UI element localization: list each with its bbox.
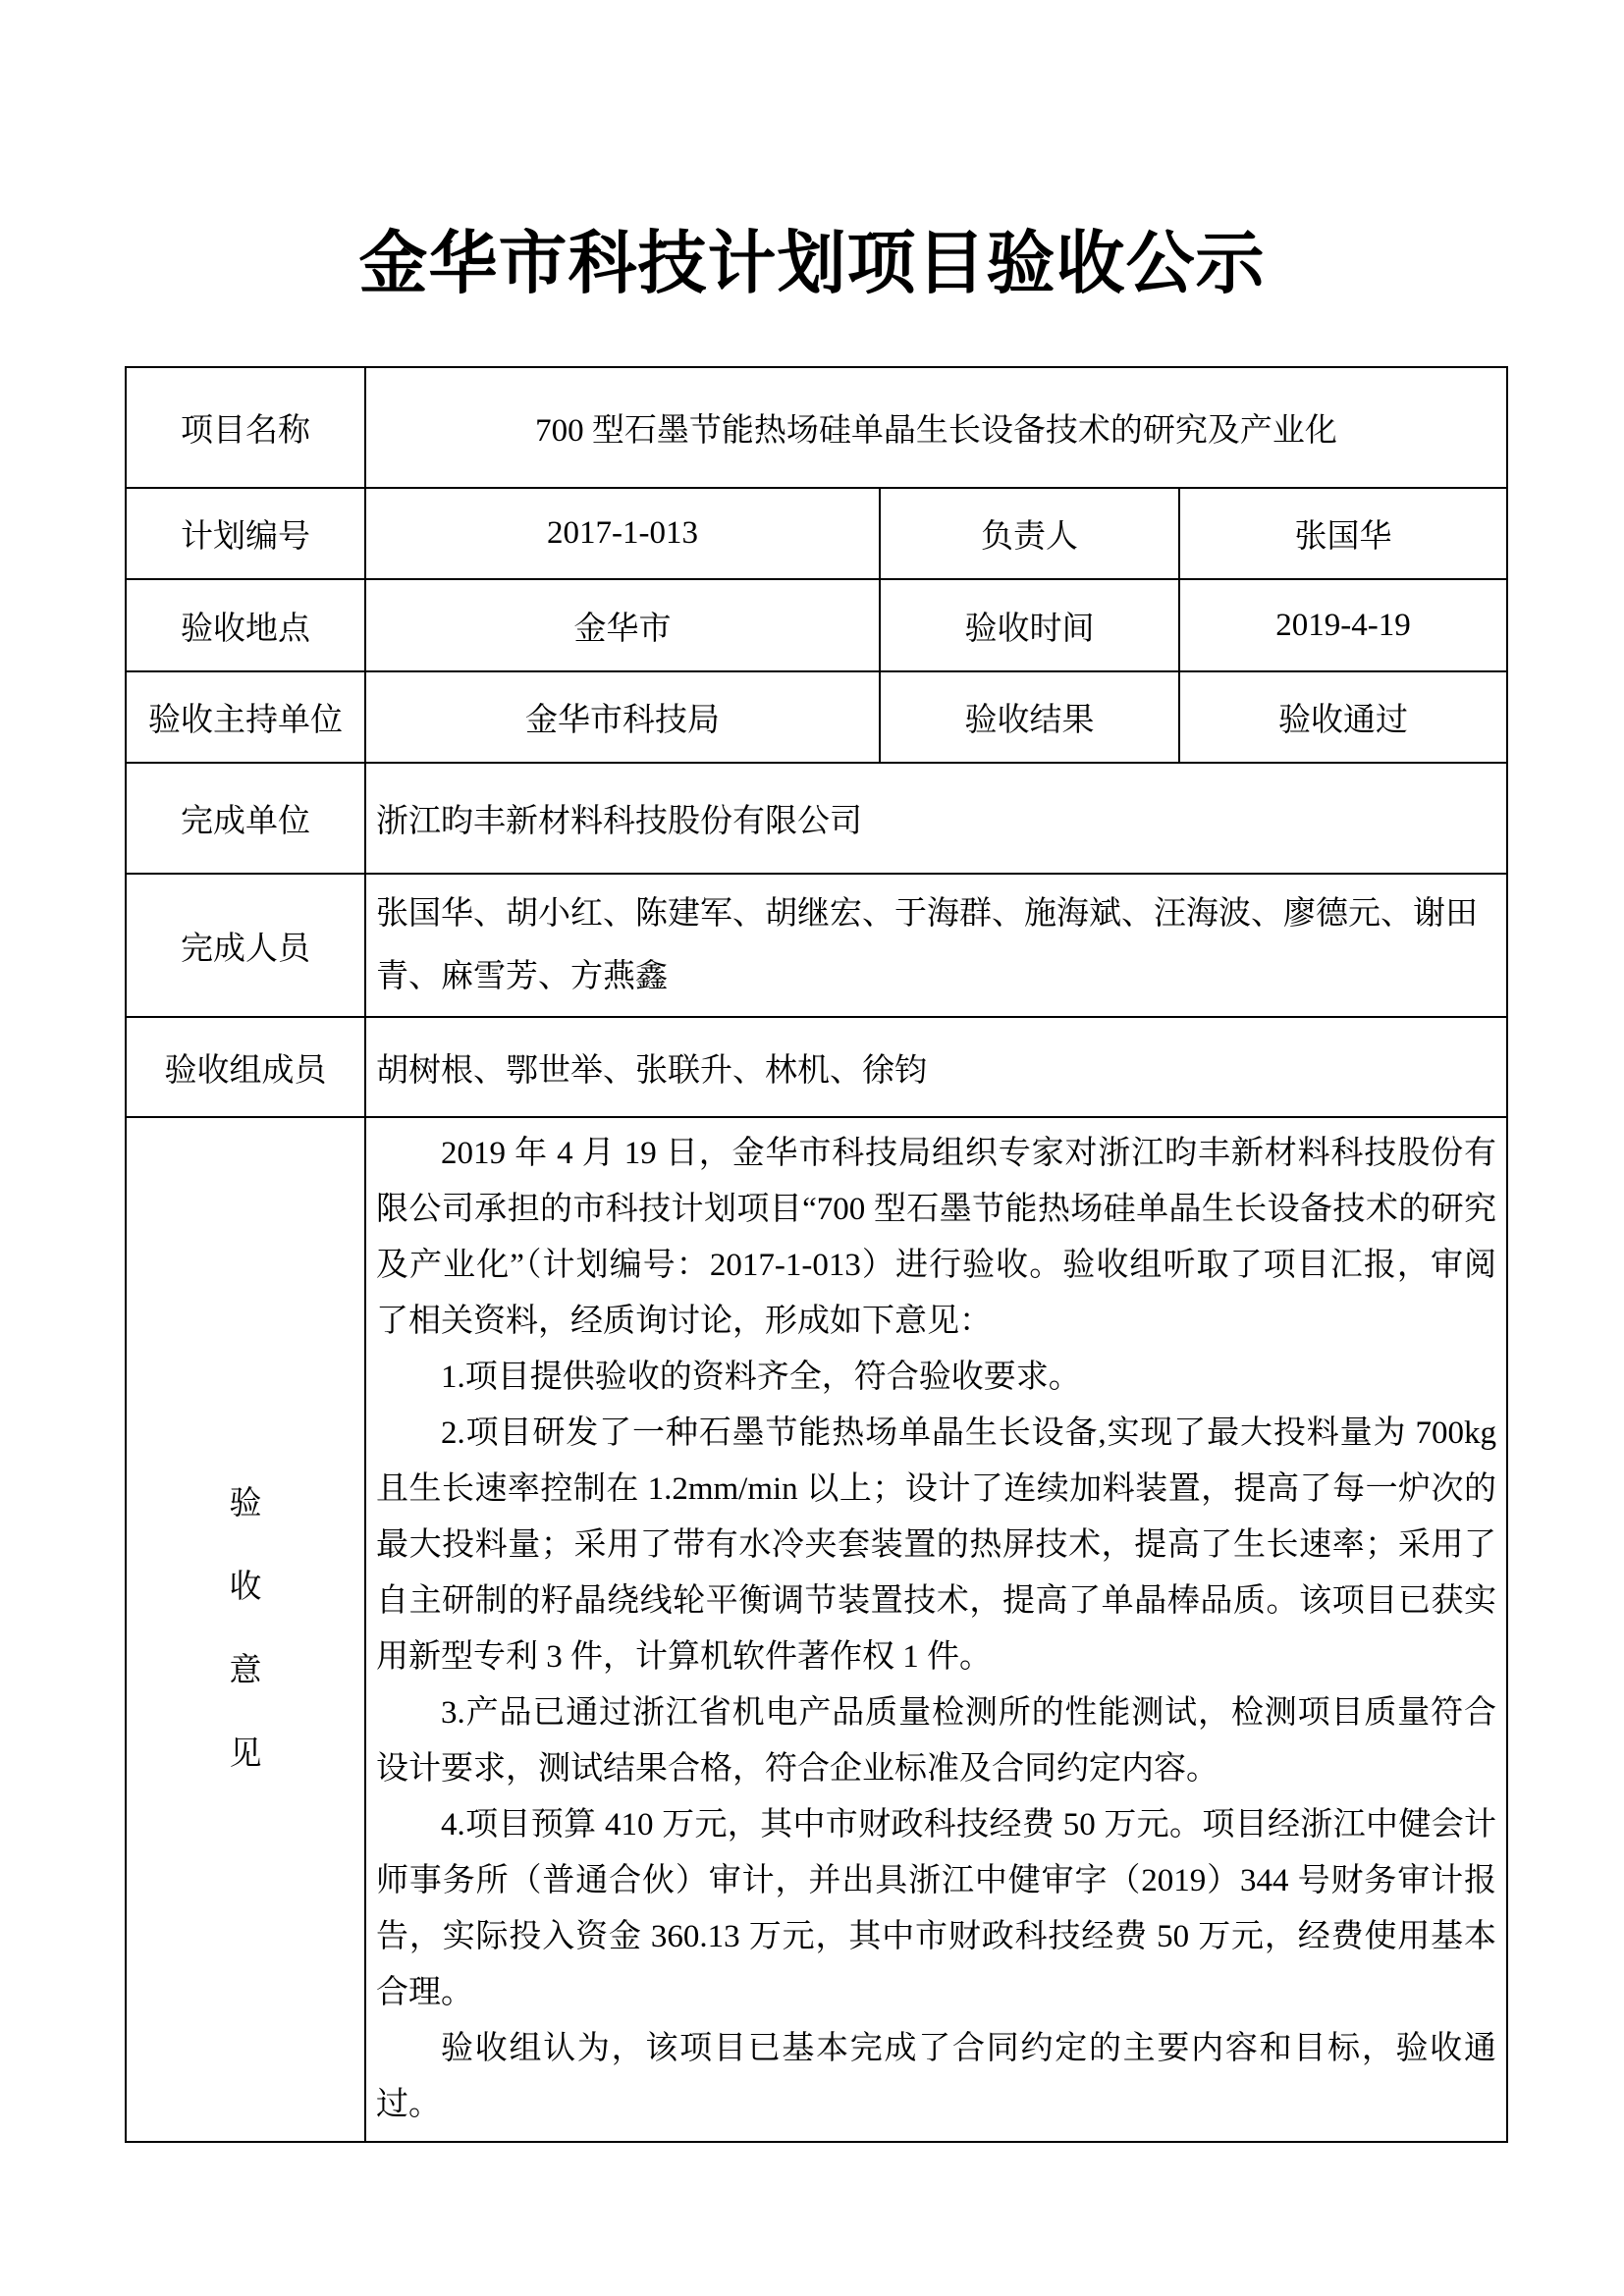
opinion-label-char-2: 收 — [229, 1570, 262, 1605]
row-host-organization — [126, 671, 1507, 763]
row-acceptance-opinion — [126, 1117, 1507, 2142]
label-completing-personnel: 完成人员 — [126, 874, 365, 1017]
label-completing-organization: 完成单位 — [126, 763, 365, 874]
value-host-organization: 金华市科技局 — [365, 671, 880, 763]
value-person-in-charge: 张国华 — [1179, 488, 1507, 579]
value-project-name: 700 型石墨节能热场硅单晶生长设备技术的研究及产业化 — [365, 367, 1507, 488]
row-completing-personnel — [126, 874, 1507, 1017]
value-acceptance-location: 金华市 — [365, 579, 880, 671]
opinion-paragraph-item-4: 4.项目预算 410 万元，其中市财政科技经费 50 万元。项目经浙江中健会计师事务所（普通合伙）审计，并出具浙江中健审字（2019）344 号财务审计报告，实际投入资金 360.13 万元，其中市财政科技经费 50 万元，经费使用基本合理。 — [376, 1807, 1497, 2010]
label-person-in-charge: 负责人 — [880, 488, 1179, 579]
opinion-paragraph-intro: 2019 年 4 月 19 日，金华市科技局组织专家对浙江昀丰新材料科技股份有限公司承担的市科技计划项目“700 型石墨节能热场硅单晶生长设备技术的研究及产业化”（计划编号：2017-1-013）进行验收。验收组听取了项目汇报，审阅了相关资料，经质询讨论，形成如下意见： — [376, 1136, 1497, 1339]
label-acceptance-location: 验收地点 — [126, 579, 365, 671]
label-acceptance-opinion — [126, 1117, 365, 2142]
label-plan-number: 计划编号 — [126, 488, 365, 579]
acceptance-announcement-table — [125, 366, 1508, 2143]
opinion-paragraph-conclusion: 验收组认为，该项目已基本完成了合同约定的主要内容和目标，验收通过。 — [376, 2031, 1497, 2122]
opinion-label-vertical-text — [136, 1488, 354, 1771]
label-acceptance-time: 验收时间 — [880, 579, 1179, 671]
label-acceptance-group-members: 验收组成员 — [126, 1017, 365, 1117]
row-acceptance-group-members — [126, 1017, 1507, 1117]
opinion-label-char-1: 验 — [229, 1486, 262, 1522]
row-project-name — [126, 367, 1507, 488]
value-acceptance-opinion — [365, 1117, 1507, 2142]
row-completing-organization — [126, 763, 1507, 874]
opinion-paragraph-item-1: 1.项目提供验收的资料齐全，符合验收要求。 — [441, 1360, 1081, 1395]
opinion-paragraph-item-2: 2.项目研发了一种石墨节能热场单晶生长设备,实现了最大投料量为 700kg 且生长速率控制在 1.2mm/min 以上；设计了连续加料装置，提高了每一炉次的最大投料量；采用了带有水冷夹套装置的热屏技术，提高了生长速率；采用了自主研制的籽晶绕线轮平衡调节装置技术，提高了单晶棒品质。该项目已获实用新型专利 3 件，计算机软件著作权 1 件。 — [376, 1415, 1497, 1675]
value-acceptance-result: 验收通过 — [1179, 671, 1507, 763]
page-title: 金华市科技计划项目验收公示 — [358, 227, 1266, 302]
label-host-organization: 验收主持单位 — [126, 671, 365, 763]
row-plan-number — [126, 488, 1507, 579]
label-acceptance-result: 验收结果 — [880, 671, 1179, 763]
value-completing-personnel: 张国华、胡小红、陈建军、胡继宏、于海群、施海斌、汪海波、廖德元、谢田青、麻雪芳、方燕鑫 — [365, 874, 1507, 1017]
value-completing-organization: 浙江昀丰新材料科技股份有限公司 — [365, 763, 1507, 874]
value-acceptance-group-members: 胡树根、鄂世举、张联升、林机、徐钧 — [365, 1017, 1507, 1117]
value-plan-number: 2017-1-013 — [365, 488, 880, 579]
row-acceptance-location — [126, 579, 1507, 671]
opinion-label-char-4: 见 — [229, 1736, 262, 1772]
opinion-label-char-3: 意 — [229, 1653, 262, 1688]
value-acceptance-time: 2019-4-19 — [1179, 579, 1507, 671]
label-project-name: 项目名称 — [126, 367, 365, 488]
opinion-paragraph-item-3: 3.产品已通过浙江省机电产品质量检测所的性能测试，检测项目质量符合设计要求，测试结果合格，符合企业标准及合同约定内容。 — [376, 1695, 1497, 1787]
